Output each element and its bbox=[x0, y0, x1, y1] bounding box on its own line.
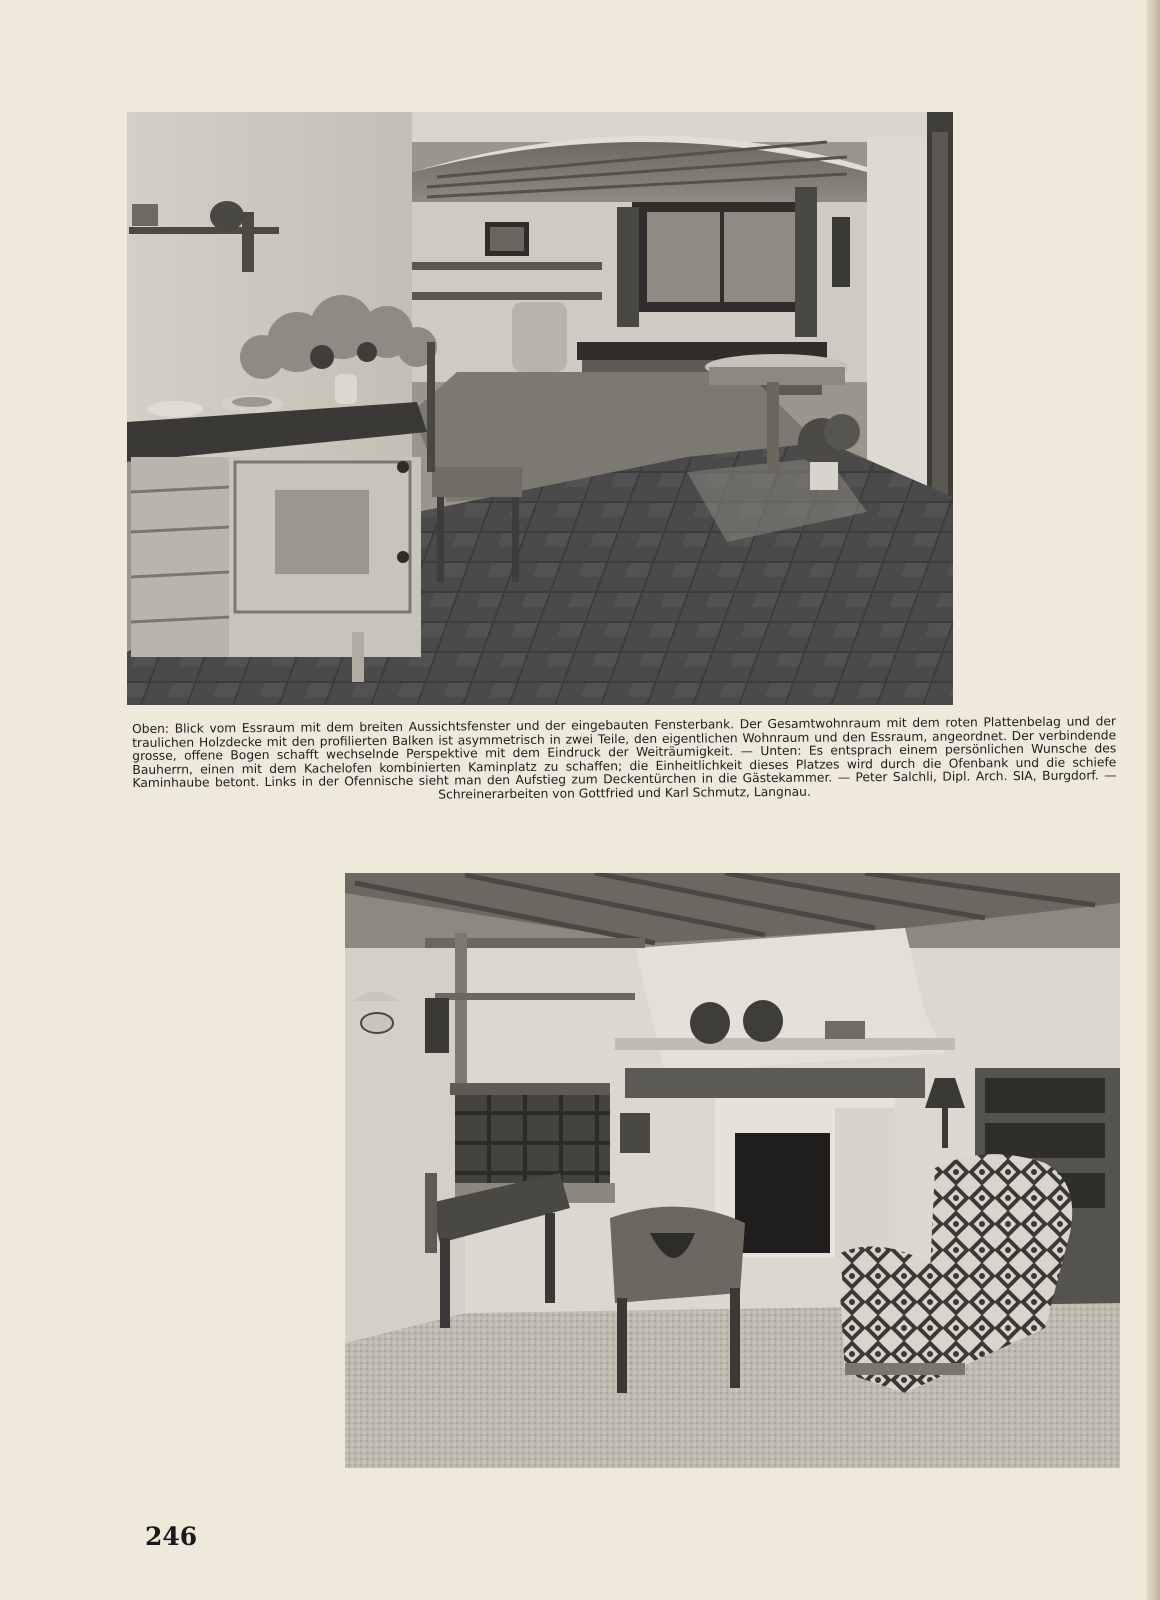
page-number: 246 bbox=[145, 1522, 198, 1551]
photo-fireplace-corner bbox=[345, 873, 1120, 1468]
photo-dining-room bbox=[127, 112, 953, 705]
caption: Oben: Blick vom Essraum mit dem breiten Aussichtsfenster und der eingebauten Fensterbank. Der Gesamtwohnraum mit dem roten Plattenbelag und der traulichen Holzdecke mit den profilierten Balken ist asymmetrisch in zwei Teile, den eigentlichen Wohnraum und den Essraum, angeordnet. Der verbindende grosse, offene Bogen schafft wechselnde Perspektive mit dem Eindruck der Weiträumigkeit. — Unten: Es entsprach einem persönlichen Wunsche des Bauherrn, einen mit dem Kachelofen kombinierten Kaminplatz zu schaffen; die Einheitlichkeit dieses Platzes wird durch die Ofenbank und die schiefe Kaminhaube betont. Links in der Ofennische sieht man den Aufstieg zum Deckentürchen in die Gästekammer. — Peter Salchli, Dipl. Arch. SIA, Burgdorf. — Schreinerarbeiten von Gottfried und Karl Schmutz, Langnau. bbox=[131, 714, 1117, 802]
page-edge bbox=[1146, 0, 1160, 1600]
